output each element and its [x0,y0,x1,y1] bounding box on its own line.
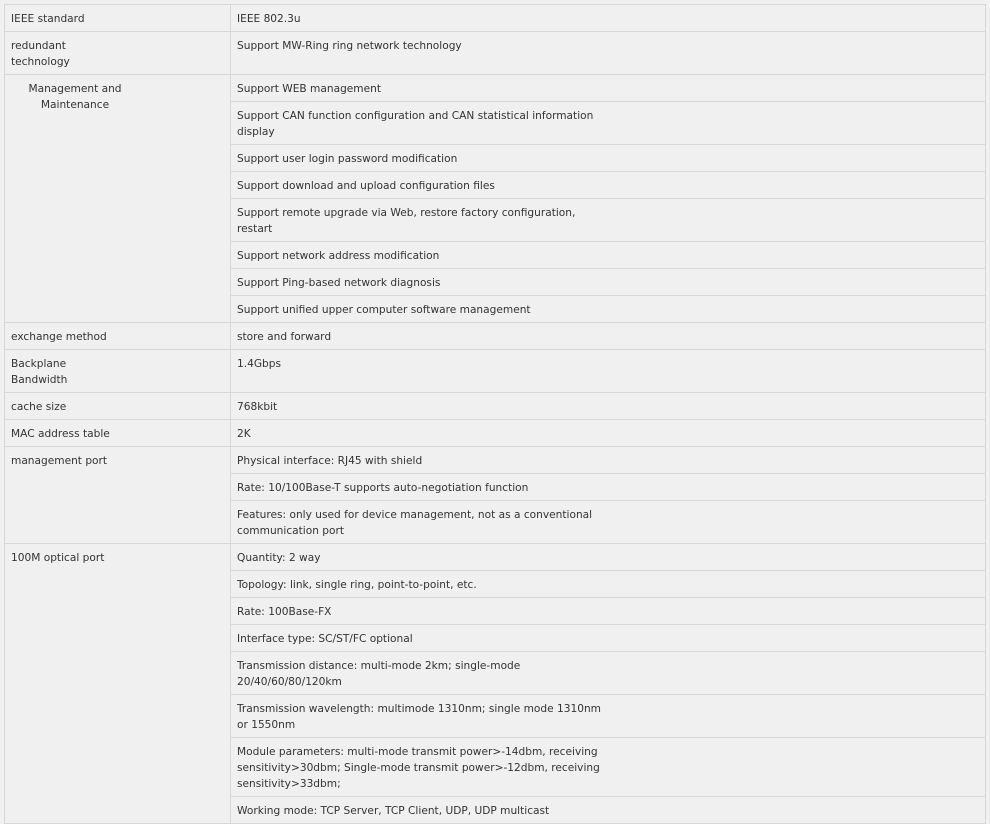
table-row [5,350,986,393]
row-value: Support Ping-based network diagnosis [231,269,986,296]
row-value: Working mode: TCP Server, TCP Client, UDP, UDP multicast [231,797,986,824]
table-row [5,323,986,350]
row-value: Support remote upgrade via Web, restore factory configuration, restart [231,199,986,242]
row-value: Quantity: 2 way [231,544,986,571]
spec-table [4,4,986,824]
table-row [5,447,986,474]
table-row [5,544,986,571]
table-row [5,420,986,447]
row-value: Physical interface: RJ45 with shield [231,447,986,474]
row-value: Topology: link, single ring, point-to-point, etc. [231,571,986,598]
row-label: Backplane Bandwidth [5,350,231,393]
row-value: 1.4Gbps [231,350,986,393]
row-value: 768kbit [231,393,986,420]
row-value: Module parameters: multi-mode transmit power>-14dbm, receiving sensitivity>30dbm; Single-mode transmit power>-12dbm, receiving sensitivity>33dbm; [231,738,986,797]
row-label: exchange method [5,323,231,350]
row-label: MAC address table [5,420,231,447]
row-value: Rate: 10/100Base-T supports auto-negotiation function [231,474,986,501]
row-label: management port [5,447,231,544]
row-label: Management and Maintenance [5,75,231,323]
row-value: Support MW-Ring ring network technology [231,32,986,75]
row-value: Support CAN function configuration and CAN statistical information display [231,102,986,145]
table-row [5,5,986,32]
row-value: Support WEB management [231,75,986,102]
row-value: Transmission distance: multi-mode 2km; single-mode 20/40/60/80/120km [231,652,986,695]
row-value: 2K [231,420,986,447]
table-row [5,393,986,420]
row-value: Transmission wavelength: multimode 1310nm; single mode 1310nm or 1550nm [231,695,986,738]
row-value: Support download and upload configuration files [231,172,986,199]
row-value: IEEE 802.3u [231,5,986,32]
row-value: Support user login password modification [231,145,986,172]
row-label: 100M optical port [5,544,231,824]
row-value: Interface type: SC/ST/FC optional [231,625,986,652]
table-row [5,75,986,102]
table-row [5,32,986,75]
row-value: Support unified upper computer software management [231,296,986,323]
row-label: cache size [5,393,231,420]
row-value: Rate: 100Base-FX [231,598,986,625]
row-value: store and forward [231,323,986,350]
row-value: Support network address modification [231,242,986,269]
row-value: Features: only used for device management, not as a conventional communication port [231,501,986,544]
row-label: redundant technology [5,32,231,75]
row-label: IEEE standard [5,5,231,32]
